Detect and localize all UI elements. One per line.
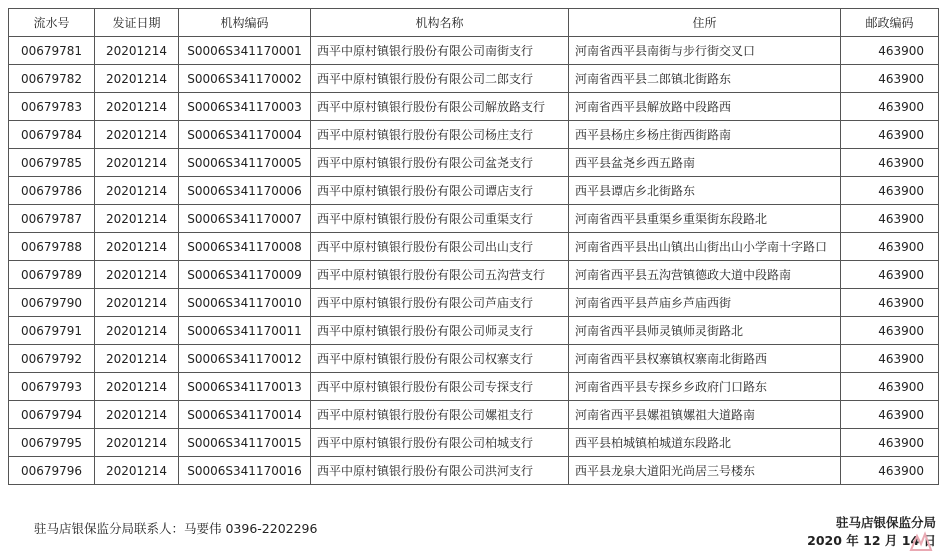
address-cell: 河南省西平县重渠乡重渠街东段路北 (569, 205, 841, 233)
serial-cell: 00679792 (9, 345, 95, 373)
org-code-cell: S0006S341170014 (179, 401, 311, 429)
header-postal-code: 邮政编码 (841, 9, 939, 37)
address-cell: 河南省西平县芦庙乡芦庙西街 (569, 289, 841, 317)
postal-code-cell: 463900 (841, 457, 939, 485)
org-name-cell: 西平中原村镇银行股份有限公司盆尧支行 (311, 149, 569, 177)
postal-code-cell: 463900 (841, 121, 939, 149)
table-row (9, 261, 939, 289)
postal-code-cell: 463900 (841, 289, 939, 317)
issue-date-cell: 20201214 (95, 401, 179, 429)
postal-code-cell: 463900 (841, 37, 939, 65)
postal-code-cell: 463900 (841, 317, 939, 345)
org-name-cell: 西平中原村镇银行股份有限公司专探支行 (311, 373, 569, 401)
table-row (9, 233, 939, 261)
table-row (9, 429, 939, 457)
serial-cell: 00679793 (9, 373, 95, 401)
postal-code-cell: 463900 (841, 205, 939, 233)
address-cell: 河南省西平县师灵镇师灵街路北 (569, 317, 841, 345)
issue-date-cell: 20201214 (95, 149, 179, 177)
org-name-cell: 西平中原村镇银行股份有限公司权寨支行 (311, 345, 569, 373)
address-cell: 西平县龙泉大道阳光尚居三号楼东 (569, 457, 841, 485)
org-name-cell: 西平中原村镇银行股份有限公司洪河支行 (311, 457, 569, 485)
postal-code-cell: 463900 (841, 429, 939, 457)
watermark-logo-icon (908, 530, 934, 554)
org-code-cell: S0006S341170015 (179, 429, 311, 457)
org-code-cell: S0006S341170003 (179, 93, 311, 121)
org-code-cell: S0006S341170001 (179, 37, 311, 65)
issue-date-cell: 20201214 (95, 261, 179, 289)
serial-cell: 00679789 (9, 261, 95, 289)
issue-date-cell: 20201214 (95, 37, 179, 65)
org-name-cell: 西平中原村镇银行股份有限公司重渠支行 (311, 205, 569, 233)
header-issue-date: 发证日期 (95, 9, 179, 37)
serial-cell: 00679795 (9, 429, 95, 457)
org-name-cell: 西平中原村镇银行股份有限公司谭店支行 (311, 177, 569, 205)
address-cell: 河南省西平县二郎镇北街路东 (569, 65, 841, 93)
org-code-cell: S0006S341170006 (179, 177, 311, 205)
postal-code-cell: 463900 (841, 177, 939, 205)
org-code-cell: S0006S341170012 (179, 345, 311, 373)
table-row (9, 93, 939, 121)
issue-date-cell: 20201214 (95, 317, 179, 345)
postal-code-cell: 463900 (841, 93, 939, 121)
org-code-cell: S0006S341170004 (179, 121, 311, 149)
footer-contact: 驻马店银保监分局联系人：马要伟 0396-2202296 (34, 521, 318, 536)
org-code-cell: S0006S341170009 (179, 261, 311, 289)
org-name-cell: 西平中原村镇银行股份有限公司师灵支行 (311, 317, 569, 345)
table-row (9, 401, 939, 429)
org-name-cell: 西平中原村镇银行股份有限公司二郎支行 (311, 65, 569, 93)
table-row (9, 37, 939, 65)
header-org-code: 机构编码 (179, 9, 311, 37)
org-name-cell: 西平中原村镇银行股份有限公司嫘祖支行 (311, 401, 569, 429)
address-cell: 河南省西平县五沟营镇德政大道中段路南 (569, 261, 841, 289)
address-cell: 河南省西平县权寨镇权寨南北街路西 (569, 345, 841, 373)
postal-code-cell: 463900 (841, 149, 939, 177)
issue-date-cell: 20201214 (95, 65, 179, 93)
serial-cell: 00679785 (9, 149, 95, 177)
header-row (9, 9, 939, 37)
table-row (9, 121, 939, 149)
org-code-cell: S0006S341170007 (179, 205, 311, 233)
address-cell: 河南省西平县嫘祖镇嫘祖大道路南 (569, 401, 841, 429)
postal-code-cell: 463900 (841, 345, 939, 373)
issue-date-cell: 20201214 (95, 93, 179, 121)
address-cell: 河南省西平县南街与步行街交叉口 (569, 37, 841, 65)
serial-cell: 00679787 (9, 205, 95, 233)
issue-date-cell: 20201214 (95, 345, 179, 373)
table-row (9, 373, 939, 401)
address-cell: 河南省西平县专探乡乡政府门口路东 (569, 373, 841, 401)
serial-cell: 00679790 (9, 289, 95, 317)
serial-cell: 00679783 (9, 93, 95, 121)
table-row (9, 457, 939, 485)
serial-cell: 00679784 (9, 121, 95, 149)
serial-cell: 00679796 (9, 457, 95, 485)
issuer-name: 驻马店银保监分局 (835, 515, 936, 530)
table-row (9, 317, 939, 345)
license-table (8, 8, 939, 485)
address-cell: 西平县杨庄乡杨庄街西街路南 (569, 121, 841, 149)
table-row (9, 205, 939, 233)
issue-date-cell: 20201214 (95, 373, 179, 401)
org-code-cell: S0006S341170008 (179, 233, 311, 261)
org-name-cell: 西平中原村镇银行股份有限公司五沟营支行 (311, 261, 569, 289)
org-code-cell: S0006S341170013 (179, 373, 311, 401)
org-code-cell: S0006S341170016 (179, 457, 311, 485)
postal-code-cell: 463900 (841, 65, 939, 93)
postal-code-cell: 463900 (841, 261, 939, 289)
org-name-cell: 西平中原村镇银行股份有限公司解放路支行 (311, 93, 569, 121)
postal-code-cell: 463900 (841, 233, 939, 261)
org-name-cell: 西平中原村镇银行股份有限公司南街支行 (311, 37, 569, 65)
issue-date-cell: 20201214 (95, 177, 179, 205)
postal-code-cell: 463900 (841, 373, 939, 401)
issue-date-cell: 20201214 (95, 121, 179, 149)
serial-cell: 00679781 (9, 37, 95, 65)
org-code-cell: S0006S341170011 (179, 317, 311, 345)
postal-code-cell: 463900 (841, 401, 939, 429)
table-row (9, 345, 939, 373)
issue-date-cell: 20201214 (95, 289, 179, 317)
org-code-cell: S0006S341170002 (179, 65, 311, 93)
org-name-cell: 西平中原村镇银行股份有限公司出山支行 (311, 233, 569, 261)
address-cell: 西平县柏城镇柏城道东段路北 (569, 429, 841, 457)
table-body (9, 37, 939, 485)
serial-cell: 00679786 (9, 177, 95, 205)
serial-cell: 00679791 (9, 317, 95, 345)
table-row (9, 149, 939, 177)
address-cell: 西平县谭店乡北街路东 (569, 177, 841, 205)
table-row (9, 177, 939, 205)
issue-date-cell: 20201214 (95, 205, 179, 233)
address-cell: 河南省西平县出山镇出山街出山小学南十字路口 (569, 233, 841, 261)
issue-date-cell: 20201214 (95, 233, 179, 261)
serial-cell: 00679788 (9, 233, 95, 261)
issue-date-cell: 20201214 (95, 457, 179, 485)
table-row (9, 65, 939, 93)
issue-date-cell: 20201214 (95, 429, 179, 457)
org-name-cell: 西平中原村镇银行股份有限公司芦庙支行 (311, 289, 569, 317)
header-serial: 流水号 (9, 9, 95, 37)
address-cell: 河南省西平县解放路中段路西 (569, 93, 841, 121)
header-address: 住所 (569, 9, 841, 37)
table-header (9, 9, 939, 37)
org-name-cell: 西平中原村镇银行股份有限公司柏城支行 (311, 429, 569, 457)
serial-cell: 00679794 (9, 401, 95, 429)
address-cell: 西平县盆尧乡西五路南 (569, 149, 841, 177)
header-org-name: 机构名称 (311, 9, 569, 37)
issue-date: 2020 年 12 月 14 日 (807, 533, 936, 548)
table-row (9, 289, 939, 317)
org-code-cell: S0006S341170010 (179, 289, 311, 317)
org-name-cell: 西平中原村镇银行股份有限公司杨庄支行 (311, 121, 569, 149)
serial-cell: 00679782 (9, 65, 95, 93)
org-code-cell: S0006S341170005 (179, 149, 311, 177)
